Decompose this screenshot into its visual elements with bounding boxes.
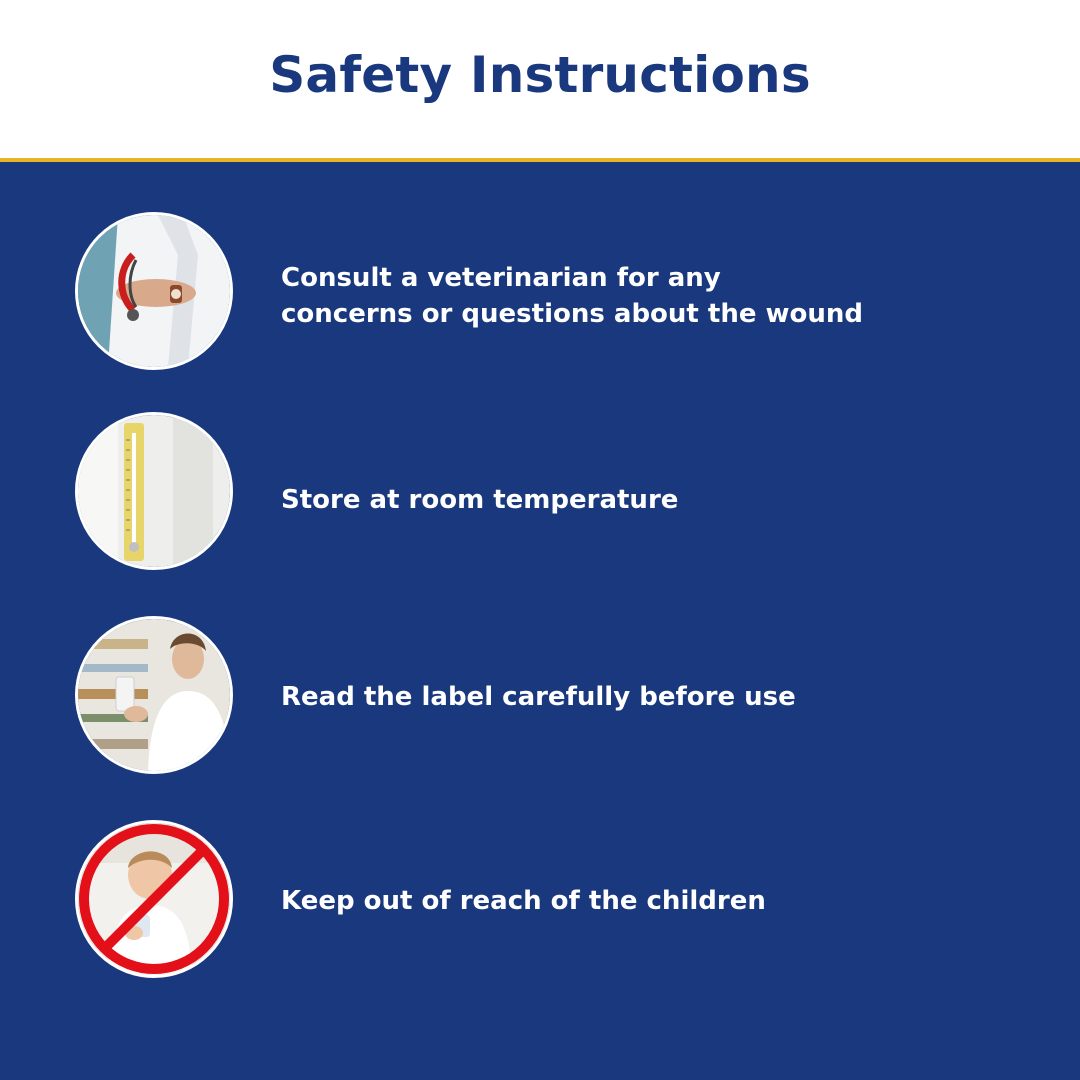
reading-label-illustration: [78, 619, 230, 771]
header-divider: [0, 158, 1080, 162]
page-title: Safety Instructions: [269, 46, 811, 104]
instruction-text: [281, 260, 1001, 332]
reading-label-photo-icon: [75, 616, 233, 774]
thermometer-photo-icon: [75, 412, 233, 570]
instruction-text: Read the label carefully before use: [281, 682, 796, 712]
instruction-line: Consult a veterinarian for any: [281, 263, 721, 293]
instruction-text: Keep out of reach of the children: [281, 886, 766, 916]
veterinarian-photo-icon: [75, 212, 233, 370]
instruction-text: Store at room temperature: [281, 485, 679, 515]
no-children-illustration: [78, 823, 230, 975]
instruction-line: concerns or questions about the wound: [281, 299, 864, 329]
thermometer-illustration: [78, 415, 230, 567]
header: [0, 0, 1080, 158]
no-children-photo-icon: [75, 820, 233, 978]
veterinarian-illustration: [78, 215, 230, 367]
